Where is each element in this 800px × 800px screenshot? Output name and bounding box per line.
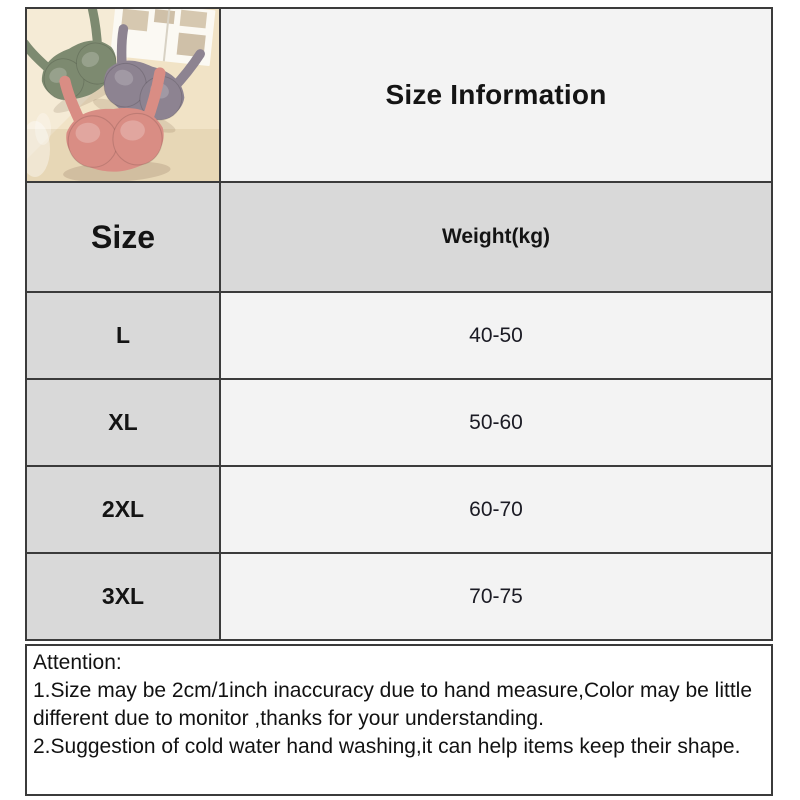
size-cell-3XL: 3XL [27,554,219,639]
weight-cell-2XL: 60-70 [221,467,771,552]
size-table [25,7,773,641]
size-cell-2XL: 2XL [27,467,219,552]
product-photo [27,9,219,181]
attention-title: Attention: [33,651,122,674]
product-photo-cell [27,9,219,181]
size-information-title: Size Information [221,9,771,181]
attention-item: 1.Size may be 2cm/1inch inaccuracy due to hand measure,Color may be little different due to monitor ,thanks for your understanding. [33,679,753,730]
attention-box [25,644,773,796]
size-cell-L: L [27,293,219,378]
column-header-weight: Weight(kg) [221,183,771,291]
attention-items [33,677,763,761]
size-cell-XL: XL [27,380,219,465]
weight-cell-3XL: 70-75 [221,554,771,639]
weight-cell-L: 40-50 [221,293,771,378]
weight-cell-XL: 50-60 [221,380,771,465]
attention-item: 2.Suggestion of cold water hand washing,it can help items keep their shape. [33,735,741,758]
column-header-size: Size [27,183,219,291]
